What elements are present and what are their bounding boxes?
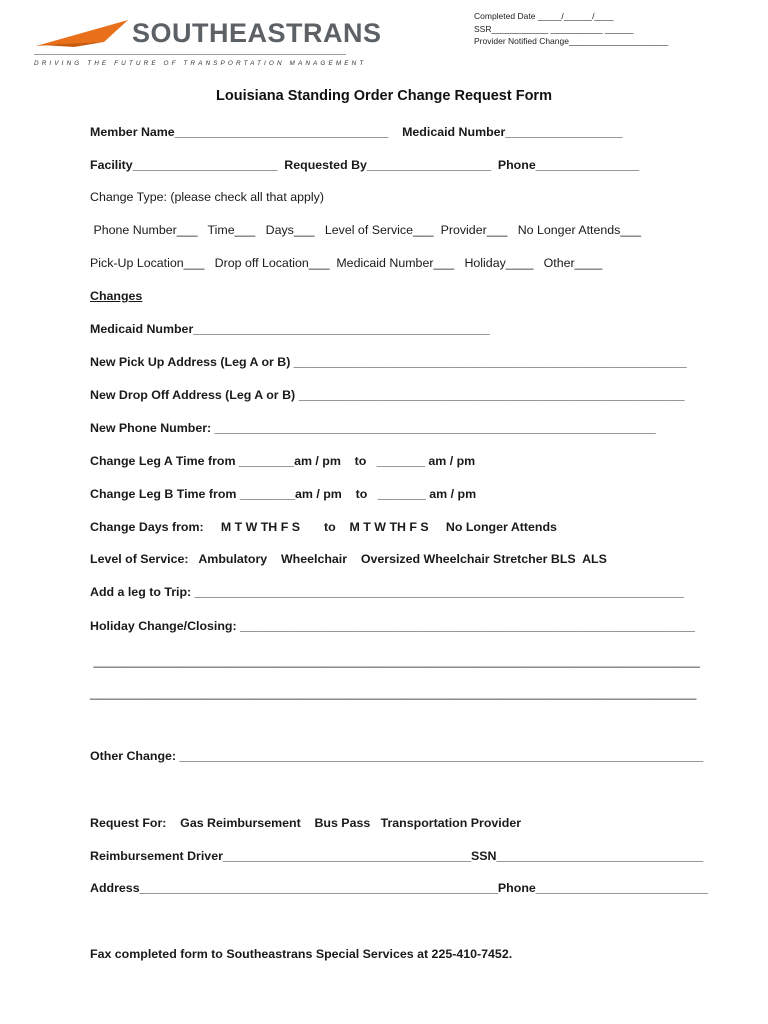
office-use-block (474, 10, 668, 48)
new-pickup-address-line[interactable]: New Pick Up Address (Leg A or B) _________________________________________________________ (90, 355, 687, 369)
request-for-line[interactable]: Request For: Gas Reimbursement Bus Pass Transportation Provider (90, 816, 522, 830)
swoosh-logo-icon (34, 18, 130, 48)
change-type-label: Change Type: (please check all that apply) (90, 190, 324, 204)
ssr-field[interactable]: SSR____________ ___________ ______ (474, 23, 634, 34)
blank-line-1[interactable]: ________________________________________________________________________________________ (90, 654, 700, 668)
changes-heading: Changes (90, 289, 143, 303)
holiday-change-line[interactable]: Holiday Change/Closing: __________________________________________________________________ (90, 619, 695, 633)
southeastrans-logo (34, 16, 382, 74)
leg-b-time-line[interactable]: Change Leg B Time from ________am / pm to _______ am / pm (90, 487, 477, 501)
level-of-service-line[interactable]: Level of Service: Ambulatory Wheelchair Oversized Wheelchair Stretcher BLS ALS (90, 552, 607, 566)
leg-a-time-line[interactable]: Change Leg A Time from ________am / pm to _______ am / pm (90, 454, 476, 468)
reimbursement-driver-line[interactable]: Reimbursement Driver____________________________________SSN______________________________ (90, 849, 704, 863)
change-types-row-1[interactable]: Phone Number___ Time___ Days___ Level of Service___ Provider___ No Longer Attends___ (90, 223, 642, 237)
medicaid-number-line[interactable]: Medicaid Number___________________________________________ (90, 322, 490, 336)
logo-rule (34, 54, 346, 55)
brand-name: SOUTHEASTRANS (132, 18, 382, 48)
member-name-line[interactable]: Member Name_______________________________ Medicaid Number_________________ (90, 125, 623, 139)
provider-notified-field[interactable]: Provider Notified Change_____________________ (474, 36, 669, 46)
completed-date-field[interactable]: Completed Date _____/______/____ (474, 11, 614, 21)
new-dropoff-address-line[interactable]: New Drop Off Address (Leg A or B) ________________________________________________________ (90, 388, 685, 402)
other-change-line[interactable]: Other Change: ____________________________________________________________________________ (90, 749, 704, 763)
brand-tagline: DRIVING THE FUTURE OF TRANSPORTATION MANAGEMENT (34, 60, 367, 67)
facility-line[interactable]: Facility_____________________ Requested By__________________ Phone_______________ (90, 158, 640, 172)
blank-line-2[interactable]: ________________________________________________________________________________________ (90, 686, 697, 700)
change-types-row-2[interactable]: Pick-Up Location___ Drop off Location___ Medicaid Number___ Holiday____ Other____ (90, 256, 603, 270)
form-title: Louisiana Standing Order Change Request Form (216, 88, 552, 104)
change-days-line[interactable]: Change Days from: M T W TH F S to M T W TH F S No Longer Attends (90, 520, 557, 534)
new-phone-line[interactable]: New Phone Number: ________________________________________________________________ (90, 421, 656, 435)
address-line[interactable]: Address____________________________________________________Phone_________________________ (90, 881, 709, 895)
add-leg-line[interactable]: Add a leg to Trip: _______________________________________________________________________ (90, 585, 684, 599)
fax-instructions: Fax completed form to Southeastrans Special Services at 225-410-7452. (90, 947, 513, 961)
